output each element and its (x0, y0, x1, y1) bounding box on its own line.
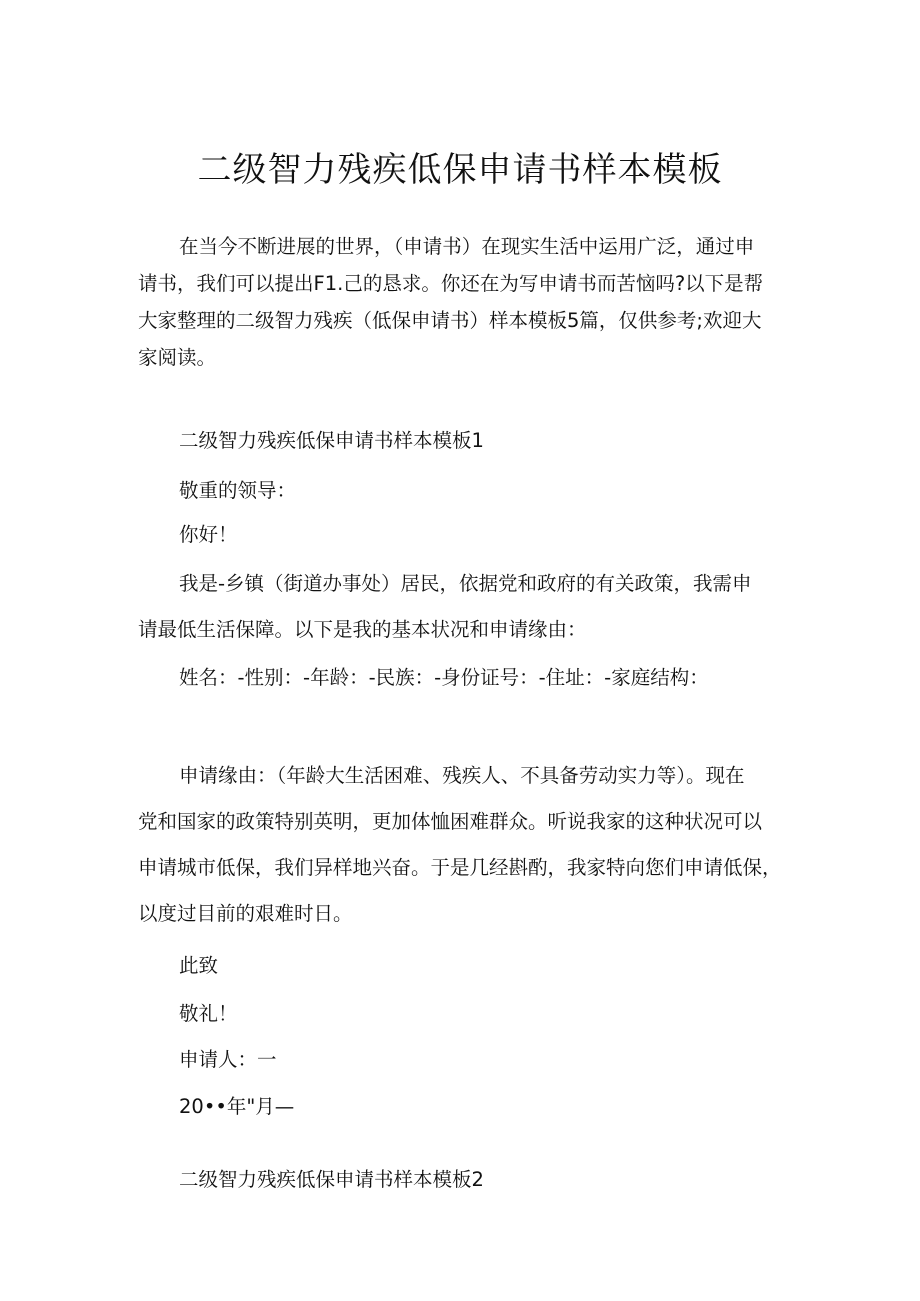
reason-line: 申请城市低保，我们异样地兴奋。于是几经斟酌，我家特向您们申请低保， (138, 856, 782, 879)
document-title: 二级智力残疾低保申请书样本模板 (197, 150, 723, 190)
reason-line: 以度过目前的艰难时日。 (138, 902, 353, 925)
applicant-line: 申请人：一 (179, 1048, 277, 1071)
greeting: 你好！ (179, 523, 238, 546)
reason-line: 党和国家的政策特别英明，更加体恤困难群众。听说我家的这种状况可以 (138, 810, 763, 833)
salutation: 敬重的领导： (179, 479, 297, 502)
personal-info-fields: 姓名：-性别：-年龄：-民族：-身份证号：-住址：-家庭结构： (179, 666, 709, 689)
closing-line-2: 敬礼！ (179, 1002, 238, 1025)
intro-line: 家阅读。 (138, 346, 217, 369)
residence-paragraph (138, 561, 793, 653)
intro-line: 大家整理的二级智力残疾（低保申请书）样本模板5篇，仅供参考;欢迎大 (138, 309, 762, 332)
intro-line: 在当今不断进展的世界，（申请书）在现实生活中运用广泛，通过申 (179, 235, 755, 258)
residence-line: 请最低生活保障。以下是我的基本状况和申请缘由： (138, 618, 587, 641)
reason-line: 申请缘由：（年龄大生活困难、残疾人、不具备劳动实力等）。现在 (179, 764, 745, 787)
residence-line: 我是-乡镇（街道办事处）居民，依据党和政府的有关政策，我需申 (179, 572, 752, 595)
template-2-heading: 二级智力残疾低保申请书样本模板2 (179, 1168, 484, 1191)
reason-paragraph (138, 753, 793, 937)
template-1-heading: 二级智力残疾低保申请书样本模板1 (179, 429, 484, 452)
closing-line-1: 此致 (179, 954, 219, 977)
date-line: 20••年"月— (179, 1095, 295, 1118)
intro-line: 请书，我们可以提出F1.己的恳求。你还在为写申请书而苦恼吗?以下是帮 (138, 272, 764, 295)
intro-paragraph (138, 228, 788, 376)
